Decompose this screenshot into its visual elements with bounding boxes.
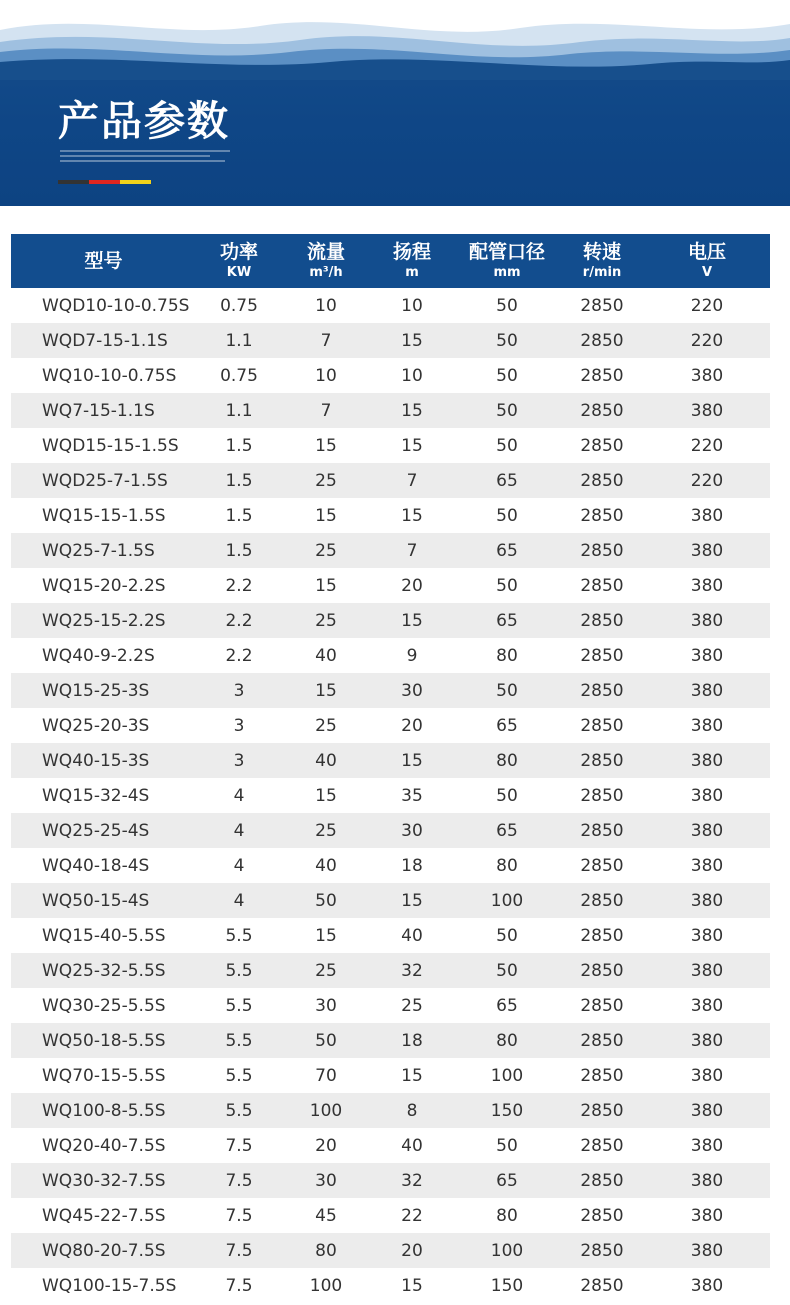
- pipe-cell: 50: [496, 365, 518, 386]
- flow-cell: 15: [315, 785, 337, 806]
- pipe-cell: 65: [496, 715, 518, 736]
- model-cell: WQ100-8-5.5S: [11, 1093, 196, 1128]
- head-cell: 20: [401, 715, 423, 736]
- pipe-cell: 50: [454, 953, 560, 988]
- voltage-cell: 380: [644, 883, 770, 918]
- head-cell: 32: [370, 953, 454, 988]
- head-cell: 7: [370, 463, 454, 498]
- table-row: [11, 918, 770, 953]
- header-unit: m: [405, 265, 419, 280]
- power-cell: 7.5: [225, 1135, 253, 1156]
- head-cell: 15: [401, 1275, 423, 1296]
- header-voltage: [644, 234, 770, 288]
- voltage-cell: 380: [644, 1023, 770, 1058]
- head-cell: 18: [401, 855, 423, 876]
- head-cell: 9: [406, 645, 418, 666]
- power-cell: 1.5: [196, 463, 282, 498]
- power-cell: 7.5: [225, 1275, 253, 1296]
- power-cell: 4: [233, 785, 245, 806]
- flow-cell: 45: [315, 1205, 337, 1226]
- model-cell: WQ25-32-5.5S: [11, 953, 196, 988]
- speed-cell: 2850: [580, 435, 624, 456]
- flow-cell: 15: [315, 505, 337, 526]
- pipe-cell: 65: [454, 463, 560, 498]
- pipe-cell: 80: [496, 645, 518, 666]
- pipe-cell: 50: [454, 323, 560, 358]
- voltage-cell: 380: [690, 785, 724, 806]
- header-banner: [0, 0, 790, 206]
- table-row: [11, 708, 770, 743]
- table-row: [11, 1023, 770, 1058]
- power-cell: 2.2: [196, 603, 282, 638]
- power-cell: 0.75: [220, 295, 258, 316]
- table-header-row: [11, 234, 770, 288]
- table-row: [11, 1268, 770, 1303]
- pipe-cell: 65: [454, 533, 560, 568]
- table-row: [11, 743, 770, 778]
- flow-cell: 50: [282, 883, 370, 918]
- table-row: [11, 323, 770, 358]
- pipe-cell: 100: [490, 1065, 524, 1086]
- flow-cell: 100: [282, 1093, 370, 1128]
- speed-cell: 2850: [560, 743, 644, 778]
- model-cell: WQ10-10-0.75S: [42, 365, 177, 386]
- head-cell: 15: [401, 505, 423, 526]
- table-row: [11, 463, 770, 498]
- flow-cell: 10: [315, 365, 337, 386]
- model-cell: WQD25-7-1.5S: [11, 463, 196, 498]
- model-cell: WQ100-15-7.5S: [42, 1275, 177, 1296]
- speed-cell: 2850: [560, 603, 644, 638]
- color-stripe-red: [89, 180, 120, 184]
- table-row: [11, 1233, 770, 1268]
- speed-cell: 2850: [560, 1163, 644, 1198]
- page-title: 产品参数: [58, 97, 230, 145]
- voltage-cell: 380: [644, 953, 770, 988]
- power-cell: 2.2: [225, 575, 253, 596]
- pipe-cell: 50: [496, 925, 518, 946]
- speed-cell: 2850: [560, 323, 644, 358]
- model-cell: WQ7-15-1.1S: [11, 393, 196, 428]
- header-label: 流量: [306, 241, 345, 263]
- voltage-cell: 380: [690, 645, 724, 666]
- table-row: [11, 813, 770, 848]
- flow-cell: 25: [282, 463, 370, 498]
- power-cell: 4: [233, 855, 245, 876]
- pipe-cell: 50: [496, 785, 518, 806]
- speed-cell: 2850: [560, 1233, 644, 1268]
- speed-cell: 2850: [560, 533, 644, 568]
- speed-cell: 2850: [560, 393, 644, 428]
- head-cell: 32: [370, 1163, 454, 1198]
- pipe-cell: 150: [490, 1275, 524, 1296]
- flow-cell: 70: [315, 1065, 337, 1086]
- flow-cell: 15: [315, 435, 337, 456]
- power-cell: 4: [196, 813, 282, 848]
- voltage-cell: 380: [690, 925, 724, 946]
- pipe-cell: 150: [454, 1093, 560, 1128]
- table-row: [11, 1163, 770, 1198]
- model-cell: WQ40-9-2.2S: [42, 645, 155, 666]
- table-row: [11, 358, 770, 393]
- voltage-cell: 380: [644, 673, 770, 708]
- power-cell: 3: [196, 743, 282, 778]
- voltage-cell: 380: [690, 1205, 724, 1226]
- pipe-cell: 100: [454, 883, 560, 918]
- head-cell: 25: [401, 995, 423, 1016]
- speed-cell: 2850: [580, 925, 624, 946]
- color-stripe: [58, 180, 151, 184]
- voltage-cell: 380: [644, 743, 770, 778]
- voltage-cell: 220: [644, 323, 770, 358]
- model-cell: WQ15-40-5.5S: [42, 925, 166, 946]
- pipe-cell: 50: [496, 295, 518, 316]
- table-row: [11, 1093, 770, 1128]
- header-label: 电压: [687, 241, 726, 263]
- header-label: 转速: [582, 241, 621, 263]
- table-row: [11, 1058, 770, 1093]
- header-unit: V: [701, 265, 713, 280]
- speed-cell: 2850: [580, 995, 624, 1016]
- pipe-cell: 50: [454, 673, 560, 708]
- speed-cell: 2850: [580, 785, 624, 806]
- model-cell: WQ30-32-7.5S: [11, 1163, 196, 1198]
- model-cell: WQ15-15-1.5S: [42, 505, 166, 526]
- table-row: [11, 848, 770, 883]
- voltage-cell: 380: [644, 533, 770, 568]
- color-stripe-yellow: [120, 180, 151, 184]
- power-cell: 1.5: [225, 435, 253, 456]
- power-cell: 5.5: [196, 1093, 282, 1128]
- head-cell: 40: [401, 1135, 423, 1156]
- flow-cell: 7: [282, 323, 370, 358]
- model-cell: WQ25-20-3S: [42, 715, 150, 736]
- speed-cell: 2850: [560, 463, 644, 498]
- flow-cell: 25: [282, 813, 370, 848]
- flow-cell: 10: [315, 295, 337, 316]
- table-row: [11, 953, 770, 988]
- header-unit: r/min: [582, 265, 622, 280]
- model-cell: WQ30-25-5.5S: [42, 995, 166, 1016]
- power-cell: 2.2: [225, 645, 253, 666]
- voltage-cell: 380: [644, 393, 770, 428]
- head-cell: 15: [370, 883, 454, 918]
- pipe-cell: 80: [454, 743, 560, 778]
- head-cell: 10: [401, 295, 423, 316]
- power-cell: 1.1: [196, 323, 282, 358]
- model-cell: WQ40-18-4S: [42, 855, 150, 876]
- power-cell: 1.1: [196, 393, 282, 428]
- power-cell: 4: [196, 883, 282, 918]
- voltage-cell: 380: [644, 813, 770, 848]
- head-cell: 15: [401, 1065, 423, 1086]
- flow-cell: 25: [315, 715, 337, 736]
- head-cell: 30: [370, 813, 454, 848]
- speed-cell: 2850: [580, 575, 624, 596]
- speed-cell: 2850: [580, 1205, 624, 1226]
- spec-table: [11, 234, 770, 1303]
- table-row: [11, 883, 770, 918]
- pipe-cell: 80: [454, 1023, 560, 1058]
- header-power: [196, 234, 282, 288]
- model-cell: WQ70-15-5.5S: [42, 1065, 166, 1086]
- power-cell: 0.75: [220, 365, 258, 386]
- model-cell: WQD7-15-1.1S: [11, 323, 196, 358]
- head-cell: 15: [370, 743, 454, 778]
- model-cell: WQD15-15-1.5S: [42, 435, 179, 456]
- model-cell: WQ15-20-2.2S: [42, 575, 166, 596]
- power-cell: 1.5: [196, 533, 282, 568]
- header-speed: [560, 234, 644, 288]
- speed-cell: 2850: [580, 295, 624, 316]
- voltage-cell: 380: [690, 715, 724, 736]
- voltage-cell: 380: [690, 505, 724, 526]
- pipe-cell: 50: [496, 505, 518, 526]
- voltage-cell: 220: [644, 463, 770, 498]
- flow-cell: 15: [315, 575, 337, 596]
- pipe-cell: 50: [496, 1135, 518, 1156]
- table-row: [11, 428, 770, 463]
- wave-decoration: [0, 0, 790, 80]
- flow-cell: 30: [282, 1163, 370, 1198]
- speed-cell: 2850: [560, 813, 644, 848]
- pipe-cell: 80: [496, 1205, 518, 1226]
- voltage-cell: 220: [690, 435, 724, 456]
- flow-cell: 7: [282, 393, 370, 428]
- pipe-cell: 50: [454, 393, 560, 428]
- header-label: 扬程: [392, 241, 431, 263]
- model-cell: WQ80-20-7.5S: [11, 1233, 196, 1268]
- flow-cell: 80: [282, 1233, 370, 1268]
- table-row: [11, 533, 770, 568]
- table-row: [11, 778, 770, 813]
- table-row: [11, 1128, 770, 1163]
- model-cell: WQ50-18-5.5S: [11, 1023, 196, 1058]
- table-row: [11, 1198, 770, 1233]
- flow-cell: 20: [315, 1135, 337, 1156]
- pipe-cell: 50: [496, 435, 518, 456]
- speed-cell: 2850: [560, 953, 644, 988]
- table-header: [11, 234, 770, 288]
- speed-cell: 2850: [560, 1023, 644, 1058]
- voltage-cell: 380: [644, 1233, 770, 1268]
- model-cell: WQ25-15-2.2S: [11, 603, 196, 638]
- head-cell: 7: [370, 533, 454, 568]
- flow-cell: 100: [309, 1275, 343, 1296]
- subtitle-decoration: [60, 150, 230, 165]
- flow-cell: 30: [315, 995, 337, 1016]
- pipe-cell: 50: [496, 575, 518, 596]
- voltage-cell: 380: [690, 995, 724, 1016]
- power-cell: 5.5: [196, 1023, 282, 1058]
- flow-cell: 15: [315, 925, 337, 946]
- power-cell: 7.5: [196, 1233, 282, 1268]
- model-cell: WQ40-15-3S: [11, 743, 196, 778]
- voltage-cell: 380: [690, 1065, 724, 1086]
- head-cell: 15: [401, 435, 423, 456]
- flow-cell: 40: [315, 855, 337, 876]
- header-label: 配管口径: [468, 241, 545, 263]
- table-body: [11, 288, 770, 1303]
- table-row: [11, 673, 770, 708]
- speed-cell: 2850: [560, 673, 644, 708]
- head-cell: 10: [401, 365, 423, 386]
- head-cell: 15: [370, 323, 454, 358]
- speed-cell: 2850: [580, 1275, 624, 1296]
- flow-cell: 15: [282, 673, 370, 708]
- pipe-cell: 65: [454, 603, 560, 638]
- power-cell: 5.5: [225, 995, 253, 1016]
- header-label: 型号: [84, 250, 123, 272]
- voltage-cell: 380: [690, 1135, 724, 1156]
- header-unit: mm: [493, 265, 521, 280]
- pipe-cell: 65: [454, 813, 560, 848]
- table-row: [11, 603, 770, 638]
- flow-cell: 25: [282, 603, 370, 638]
- speed-cell: 2850: [580, 1065, 624, 1086]
- model-cell: WQ50-15-4S: [11, 883, 196, 918]
- header-model: [11, 234, 196, 288]
- header-head: [370, 234, 454, 288]
- speed-cell: 2850: [560, 1093, 644, 1128]
- flow-cell: 40: [282, 743, 370, 778]
- pipe-cell: 65: [454, 1163, 560, 1198]
- flow-cell: 50: [282, 1023, 370, 1058]
- pipe-cell: 100: [454, 1233, 560, 1268]
- power-cell: 7.5: [225, 1205, 253, 1226]
- voltage-cell: 380: [690, 855, 724, 876]
- power-cell: 3: [196, 673, 282, 708]
- header-pipe-diameter: [454, 234, 560, 288]
- head-cell: 35: [401, 785, 423, 806]
- flow-cell: 25: [282, 533, 370, 568]
- model-cell: WQ15-32-4S: [42, 785, 150, 806]
- speed-cell: 2850: [580, 365, 624, 386]
- head-cell: 15: [370, 603, 454, 638]
- pipe-cell: 65: [496, 995, 518, 1016]
- voltage-cell: 380: [690, 575, 724, 596]
- header-unit: m³/h: [309, 265, 343, 280]
- power-cell: 1.5: [225, 505, 253, 526]
- flow-cell: 40: [315, 645, 337, 666]
- speed-cell: 2850: [580, 505, 624, 526]
- power-cell: 7.5: [196, 1163, 282, 1198]
- head-cell: 20: [401, 575, 423, 596]
- header-label: 功率: [219, 241, 258, 263]
- power-cell: 5.5: [225, 925, 253, 946]
- speed-cell: 2850: [580, 645, 624, 666]
- head-cell: 22: [401, 1205, 423, 1226]
- table-row: [11, 498, 770, 533]
- head-cell: 30: [370, 673, 454, 708]
- pipe-cell: 80: [496, 855, 518, 876]
- head-cell: 18: [370, 1023, 454, 1058]
- header-unit: KW: [226, 265, 252, 280]
- speed-cell: 2850: [580, 715, 624, 736]
- speed-cell: 2850: [580, 1135, 624, 1156]
- table-row: [11, 638, 770, 673]
- voltage-cell: 380: [690, 1275, 724, 1296]
- voltage-cell: 380: [644, 1093, 770, 1128]
- head-cell: 8: [370, 1093, 454, 1128]
- voltage-cell: 380: [690, 365, 724, 386]
- model-cell: WQ25-25-4S: [11, 813, 196, 848]
- model-cell: WQ15-25-3S: [11, 673, 196, 708]
- color-stripe-dark: [58, 180, 89, 184]
- speed-cell: 2850: [580, 855, 624, 876]
- speed-cell: 2850: [560, 883, 644, 918]
- head-cell: 40: [401, 925, 423, 946]
- table-row: [11, 288, 770, 323]
- table-row: [11, 988, 770, 1023]
- model-cell: WQD10-10-0.75S: [42, 295, 190, 316]
- header-flow: [282, 234, 370, 288]
- head-cell: 15: [370, 393, 454, 428]
- model-cell: WQ25-7-1.5S: [11, 533, 196, 568]
- voltage-cell: 380: [644, 1163, 770, 1198]
- flow-cell: 25: [282, 953, 370, 988]
- table-row: [11, 393, 770, 428]
- model-cell: WQ20-40-7.5S: [42, 1135, 166, 1156]
- power-cell: 3: [233, 715, 245, 736]
- voltage-cell: 380: [644, 603, 770, 638]
- power-cell: 5.5: [225, 1065, 253, 1086]
- power-cell: 5.5: [196, 953, 282, 988]
- voltage-cell: 220: [690, 295, 724, 316]
- model-cell: WQ45-22-7.5S: [42, 1205, 166, 1226]
- head-cell: 20: [370, 1233, 454, 1268]
- table-row: [11, 568, 770, 603]
